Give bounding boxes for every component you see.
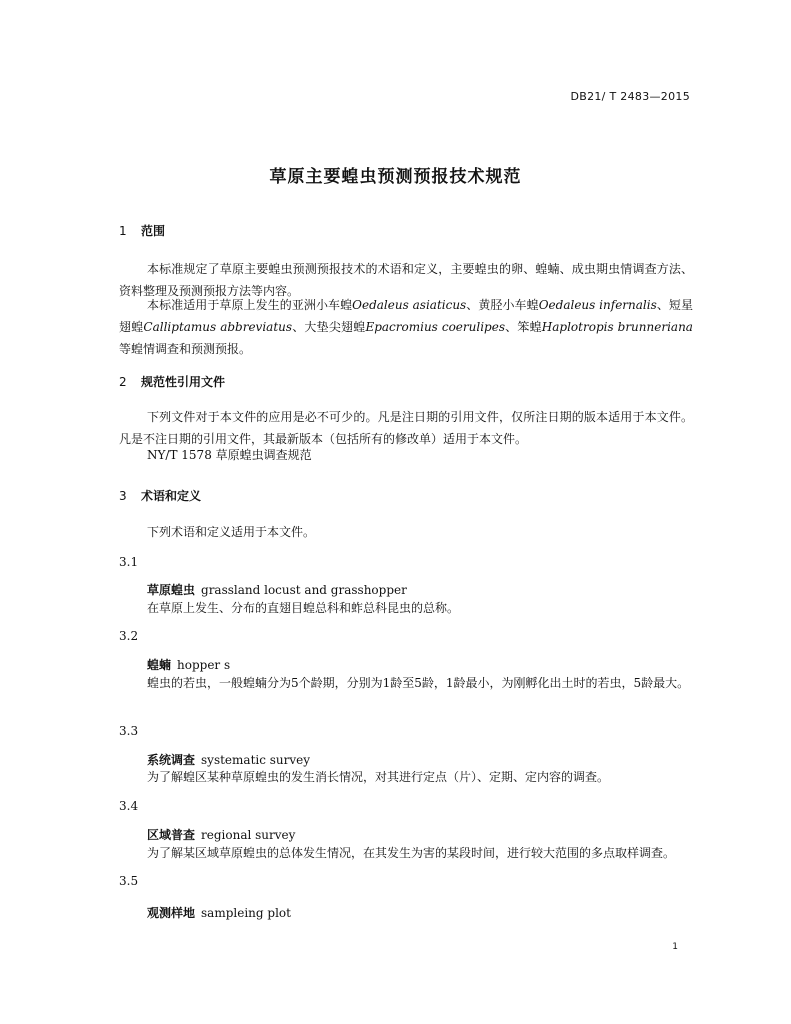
term-definition: 为了解蝗区某种草原蝗虫的发生消长情况，对其进行定点（片）、定期、定内容的调查。 [147, 770, 610, 784]
clause-number: 3.5 [119, 874, 139, 888]
clause-number: 3.4 [119, 799, 139, 813]
term-definition: 在草原上发生、分布的直翅目蝗总科和蚱总科昆虫的总称。 [147, 601, 460, 615]
term-zh: 蝗蝻 [147, 658, 172, 672]
term-entry [147, 904, 291, 921]
species-name: Calliptamus abbreviatus [143, 320, 293, 334]
term-zh: 草原蝗虫 [147, 583, 196, 597]
text-run: 等蝗情调查和预测预报。 [119, 342, 252, 356]
species-name: Oedaleus infernalis [538, 298, 657, 312]
term-en: systematic survey [201, 753, 311, 767]
clause-number: 3.1 [119, 555, 139, 569]
term-en: hopper s [177, 658, 231, 672]
section-number: 1 [119, 224, 127, 238]
standard-code: DB21/ T 2483—2015 [570, 90, 690, 103]
reference-item: NY/T 1578 草原蝗虫调查规范 [147, 448, 312, 462]
page-number: 1 [672, 942, 678, 952]
clause-number: 3.3 [119, 724, 139, 738]
term-entry [147, 581, 407, 598]
term-definition: 为了解某区域草原蝗虫的总体发生情况，在其发生为害的某段时间，进行较大范围的多点取样调查。 [147, 846, 676, 860]
text-run: 、大垫尖翅蝗 [292, 320, 366, 334]
section-number: 3 [119, 489, 127, 503]
paragraph-scope-1: 本标准规定了草原主要蝗虫预测预报技术的术语和定义，主要蝗虫的卵、蝗蝻、成虫期虫情调查方法、资料整理及预测预报方法等内容。 [119, 262, 693, 298]
clause-number: 3.2 [119, 629, 139, 643]
paragraph-references: 下列文件对于本文件的应用是必不可少的。凡是注日期的引用文件，仅所注日期的版本适用于本文件。凡是不注日期的引用文件，其最新版本（包括所有的修改单）适用于本文件。 [119, 410, 693, 446]
term-en: regional survey [201, 828, 296, 842]
text-run: 、笨蝗 [504, 320, 542, 334]
section-title: 术语和定义 [141, 489, 202, 503]
section-number: 2 [119, 375, 127, 389]
document-title: 草原主要蝗虫预测预报技术规范 [269, 167, 522, 187]
species-name: Oedaleus asiaticus [352, 298, 467, 312]
text-run: 本标准适用于草原上发生的亚洲小车蝗 [147, 298, 353, 312]
paragraph-scope-2 [119, 294, 693, 360]
species-name: Haplotropis brunneriana [541, 320, 693, 334]
section-title: 规范性引用文件 [141, 375, 226, 389]
section-title: 范围 [141, 224, 166, 238]
term-en: sampleing plot [201, 906, 291, 920]
text-run: 、短星翅蝗 [119, 298, 693, 334]
text-run: 、黄胫小车蝗 [466, 298, 539, 312]
term-en: grassland locust and grasshopper [201, 583, 407, 597]
term-entry [147, 656, 230, 673]
section-heading-scope [119, 222, 165, 239]
section-heading-references [119, 373, 225, 390]
species-name: Epacromius coerulipes [365, 320, 505, 334]
paragraph-terms-intro: 下列术语和定义适用于本文件。 [147, 525, 316, 539]
term-entry [147, 826, 295, 843]
term-zh: 系统调查 [147, 753, 196, 767]
term-zh: 观测样地 [147, 906, 196, 920]
term-definition: 蝗虫的若虫，一般蝗蝻分为5个龄期，分别为1龄至5龄，1龄最小，为刚孵化出土时的若虫，5龄最大。 [147, 676, 690, 690]
section-heading-terms [119, 487, 201, 504]
term-zh: 区域普查 [147, 828, 196, 842]
